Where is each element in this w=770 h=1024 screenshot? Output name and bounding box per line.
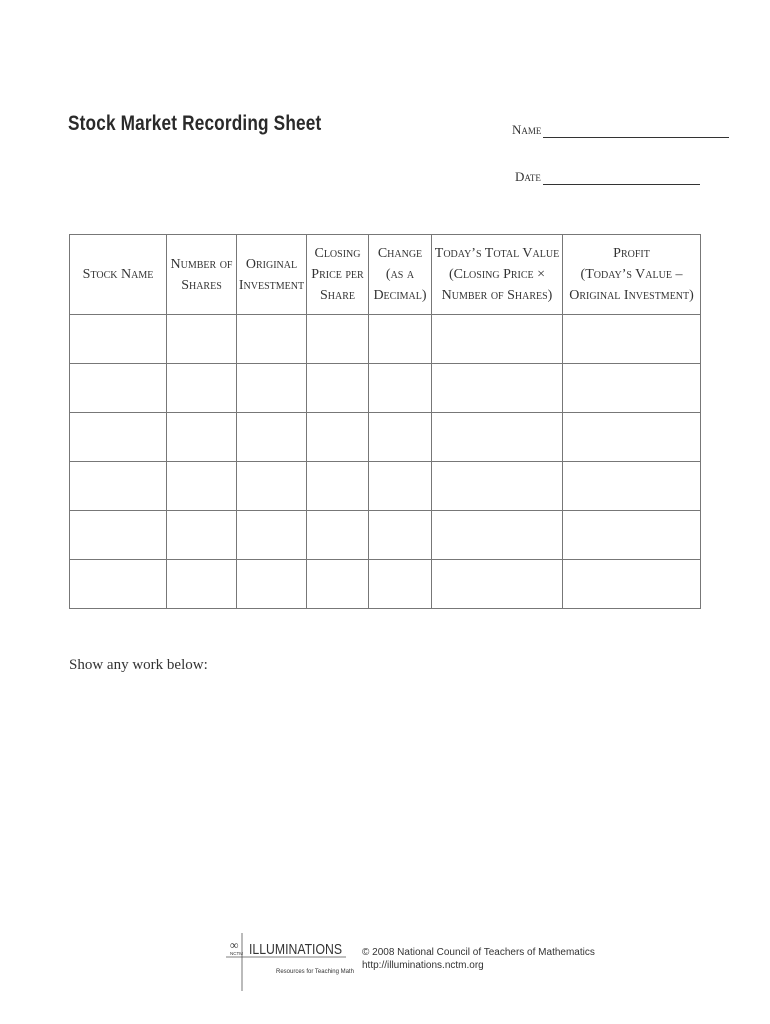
table-cell[interactable] [237, 364, 307, 413]
copyright-text: © 2008 National Council of Teachers of Mathematics [362, 947, 595, 958]
name-label: Name [512, 122, 542, 137]
table-cell[interactable] [432, 413, 563, 462]
table-cell[interactable] [70, 364, 167, 413]
table-cell[interactable] [563, 413, 701, 462]
table-cell[interactable] [432, 315, 563, 364]
table-cell[interactable] [432, 560, 563, 609]
table-row [70, 560, 701, 609]
table-cell[interactable] [563, 315, 701, 364]
table-row [70, 315, 701, 364]
table-cell[interactable] [167, 315, 237, 364]
header-number-of-shares: Number of Shares [167, 235, 237, 315]
logo-text: ILLUMINATIONS [249, 941, 342, 958]
table-cell[interactable] [563, 560, 701, 609]
table-cell[interactable] [563, 364, 701, 413]
table-cell[interactable] [237, 560, 307, 609]
table-cell[interactable] [369, 462, 432, 511]
table-row [70, 364, 701, 413]
table-cell[interactable] [369, 364, 432, 413]
illuminations-logo [226, 933, 354, 991]
table-cell[interactable] [307, 560, 369, 609]
table-cell[interactable] [70, 413, 167, 462]
work-prompt: Show any work below: [69, 657, 208, 673]
logo-subtitle: Resources for Teaching Math [276, 969, 354, 975]
table-cell[interactable] [307, 511, 369, 560]
table-header-row [70, 235, 701, 315]
date-label: Date [515, 169, 541, 184]
recording-table [69, 234, 701, 609]
table-cell[interactable] [237, 315, 307, 364]
logo-mark: NCTM [230, 951, 243, 956]
table-cell[interactable] [237, 413, 307, 462]
table-cell[interactable] [167, 364, 237, 413]
name-input-line[interactable] [543, 124, 729, 138]
table-cell[interactable] [369, 315, 432, 364]
table-cell[interactable] [167, 560, 237, 609]
table-cell[interactable] [70, 560, 167, 609]
table-cell[interactable] [369, 560, 432, 609]
table-cell[interactable] [167, 462, 237, 511]
table-cell[interactable] [432, 511, 563, 560]
header-change: Change (as a Decimal) [369, 235, 432, 315]
table-cell[interactable] [70, 462, 167, 511]
table-row [70, 462, 701, 511]
table-cell[interactable] [237, 462, 307, 511]
table-cell[interactable] [307, 413, 369, 462]
table-cell[interactable] [167, 511, 237, 560]
table-cell[interactable] [70, 315, 167, 364]
table-cell[interactable] [167, 413, 237, 462]
header-closing-price: Closing Price per Share [307, 235, 369, 315]
copyright-url[interactable]: http://illuminations.nctm.org [362, 960, 484, 971]
header-total-value: Today’s Total Value (Closing Price × Number of Shares) [432, 235, 563, 315]
header-original-investment: Original Investment [237, 235, 307, 315]
table-cell[interactable] [307, 364, 369, 413]
table-cell[interactable] [563, 462, 701, 511]
table-cell[interactable] [70, 511, 167, 560]
table-cell[interactable] [432, 462, 563, 511]
date-input-line[interactable] [543, 171, 700, 185]
copyright-block [362, 946, 595, 972]
table-cell[interactable] [369, 511, 432, 560]
header-stock-name: Stock Name [70, 235, 167, 315]
page-title: Stock Market Recording Sheet [68, 112, 322, 135]
infinity-icon: ∞ [230, 938, 239, 952]
table-cell[interactable] [369, 413, 432, 462]
table-cell[interactable] [432, 364, 563, 413]
table-cell[interactable] [237, 511, 307, 560]
table-cell[interactable] [307, 462, 369, 511]
table-row [70, 511, 701, 560]
table-body [70, 315, 701, 609]
date-field [515, 169, 700, 185]
name-field [512, 122, 729, 138]
table-row [70, 413, 701, 462]
header-profit: Profit (Today’s Value – Original Investment) [563, 235, 701, 315]
table-cell[interactable] [563, 511, 701, 560]
table-cell[interactable] [307, 315, 369, 364]
